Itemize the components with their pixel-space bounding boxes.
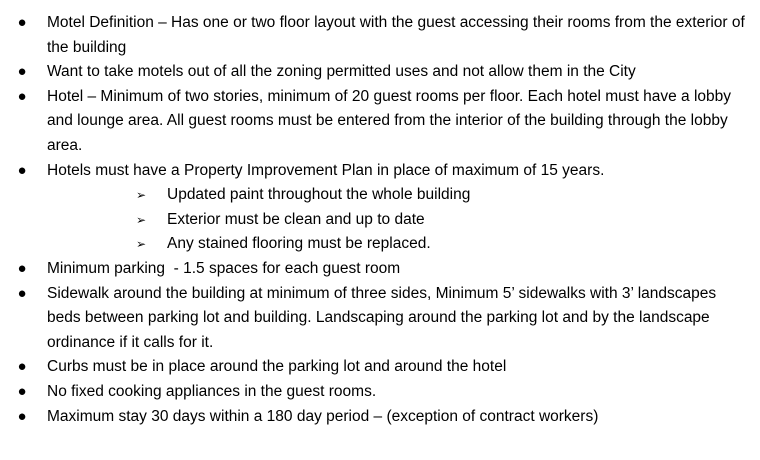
list-item-improvement-plan bbox=[0, 159, 760, 184]
bullet-icon: ● bbox=[17, 358, 27, 376]
bullet-icon: ● bbox=[17, 407, 27, 425]
sub-item-text: Exterior must be clean and up to date bbox=[167, 210, 425, 228]
list-item-text: Sidewalk around the building at minimum of three sides, Minimum 5’ sidewalks with 3’ landscapes beds between parking lot and building. Landscaping around the parking lot and by the landscape ordinance if it calls for it. bbox=[47, 284, 717, 351]
list-item-curbs bbox=[0, 355, 760, 380]
list-item-hotel-definition bbox=[0, 85, 760, 159]
sub-item-flooring bbox=[0, 232, 760, 257]
bullet-icon: ● bbox=[17, 63, 27, 81]
list-item-parking bbox=[0, 257, 760, 282]
sub-item-exterior bbox=[0, 208, 760, 233]
list-item-text: Minimum parking - 1.5 spaces for each guest room bbox=[47, 259, 401, 277]
bullet-icon: ● bbox=[17, 382, 27, 400]
sub-item-text: Updated paint throughout the whole building bbox=[167, 186, 471, 204]
sub-item-text: Any stained flooring must be replaced. bbox=[167, 235, 431, 253]
list-item-text: Curbs must be in place around the parking lot and around the hotel bbox=[47, 358, 507, 376]
arrow-bullet-icon: ➢ bbox=[136, 237, 147, 252]
list-item-text: Motel Definition – Has one or two floor layout with the guest accessing their rooms from the exterior of the building bbox=[47, 14, 745, 56]
bullet-icon: ● bbox=[17, 259, 27, 277]
list-item-text: No fixed cooking appliances in the guest rooms. bbox=[47, 382, 377, 400]
list-item-remove-motels bbox=[0, 60, 760, 85]
list-item-motel-definition bbox=[0, 11, 760, 60]
list-item-text: Hotels must have a Property Improvement Plan in place of maximum of 15 years. bbox=[47, 161, 605, 179]
bullet-icon: ● bbox=[17, 87, 27, 105]
sub-item-paint bbox=[0, 183, 760, 208]
arrow-bullet-icon: ➢ bbox=[136, 188, 147, 203]
list-item-text: Want to take motels out of all the zoning permitted uses and not allow them in the City bbox=[47, 63, 636, 81]
list-item-maximum-stay bbox=[0, 405, 760, 430]
list-item-text: Maximum stay 30 days within a 180 day period – (exception of contract workers) bbox=[47, 407, 599, 425]
bullet-icon: ● bbox=[17, 14, 27, 31]
bullet-icon: ● bbox=[17, 284, 27, 302]
list-item-sidewalk bbox=[0, 282, 760, 356]
arrow-bullet-icon: ➢ bbox=[136, 212, 147, 227]
bullet-icon: ● bbox=[17, 161, 27, 179]
list-item-text: Hotel – Minimum of two stories, minimum of 20 guest rooms per floor. Each hotel must have a lobby and lounge area. All guest rooms must be entered from the interior of the building through the lobby area. bbox=[47, 87, 732, 154]
list-item-cooking bbox=[0, 380, 760, 405]
